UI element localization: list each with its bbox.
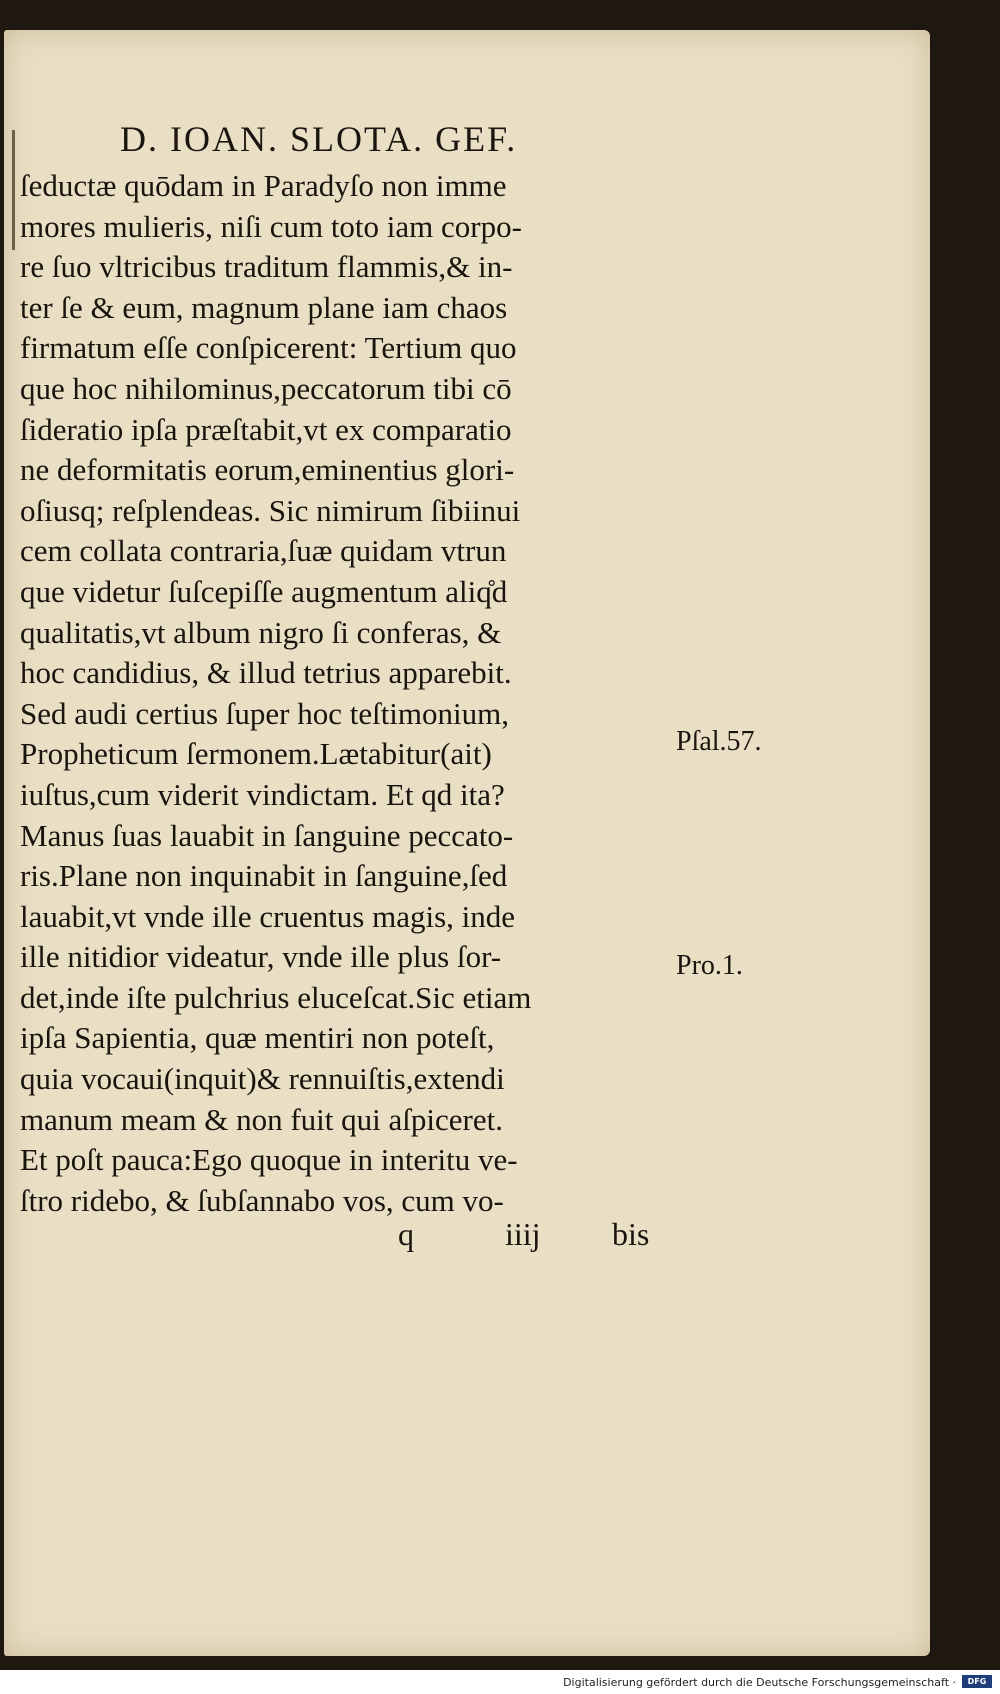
text-line: ne deformitatis eorum,eminentius glori-: [20, 452, 515, 488]
text-line: ſideratio ipſa præſtabit,vt ex comparatio: [20, 411, 512, 447]
marginal-note-proverbs: Pro.1.: [676, 950, 743, 981]
text-line: Sed audi certius ſuper hoc teſtimonium,: [20, 695, 510, 731]
text-line: qualitatis,vt album nigro ſi conferas, &: [20, 614, 502, 650]
text-line: mores mulieris, niſi cum toto iam corpo-: [20, 208, 522, 244]
text-line: quia vocaui(inquit)& rennuiſtis,extendi: [20, 1061, 505, 1097]
text-line: manum meam & non fuit qui aſpiceret.: [20, 1101, 503, 1137]
text-line: ris.Plane non inquinabit in ſanguine,ſed: [20, 858, 508, 894]
text-line: hoc candidius, & illud tetrius apparebit.: [20, 655, 512, 691]
text-line: oſiusq; reſplendeas. Sic nimirum ſibiinui: [20, 492, 521, 528]
marginal-note-psalm: Pſal.57.: [676, 726, 762, 757]
text-line: re ſuo vltricibus traditum flammis,& in-: [20, 249, 513, 285]
text-line: cem collata contraria,ſuæ quidam vtrun: [20, 533, 507, 569]
text-line: ter ſe & eum, magnum plane iam chaos: [20, 289, 508, 325]
text-line: firmatum eſſe conſpicerent: Tertium quo: [20, 330, 517, 366]
funding-credit: Digitalisierung gefördert durch die Deutsche Forschungsgemeinschaft ·: [563, 1676, 956, 1689]
text-line: que videtur ſuſcepiſſe augmentum aliq̊d: [20, 573, 508, 609]
dfg-logo: DFG: [962, 1675, 992, 1688]
text-line: det,inde iſte pulchrius eluceſcat.Sic etiam: [20, 979, 532, 1015]
text-line: ſeductæ quōdam in Paradyſo non imme: [20, 168, 507, 203]
text-line: lauabit,vt vnde ille cruentus magis, inde: [20, 898, 516, 934]
signature-letter: q: [398, 1216, 414, 1252]
signature-number: iiij: [505, 1216, 541, 1252]
gutter-shadow: [12, 130, 15, 250]
body-text: [20, 166, 680, 1221]
text-line: ipſa Sapientia, quæ mentiri non poteſt,: [20, 1020, 495, 1056]
text-line: que hoc nihilominus,peccatorum tibi cō: [20, 370, 512, 406]
text-line: ſtro ridebo, & ſubſannabo vos, cum vo-: [20, 1182, 504, 1218]
text-line: ille nitidior videatur, vnde ille plus ſor-: [20, 939, 502, 975]
text-line: Et poſt pauca:Ego quoque in interitu ve-: [20, 1142, 518, 1178]
text-line: Propheticum ſermonem.Lætabitur(ait): [20, 736, 492, 772]
text-line: iuſtus,cum viderit vindictam. Et qd ita?: [20, 776, 505, 812]
running-head: D. IOAN. SLOTA. GEF.: [120, 119, 518, 159]
catchword: bis: [612, 1216, 650, 1252]
text-line: Manus ſuas lauabit in ſanguine peccato-: [20, 817, 514, 853]
